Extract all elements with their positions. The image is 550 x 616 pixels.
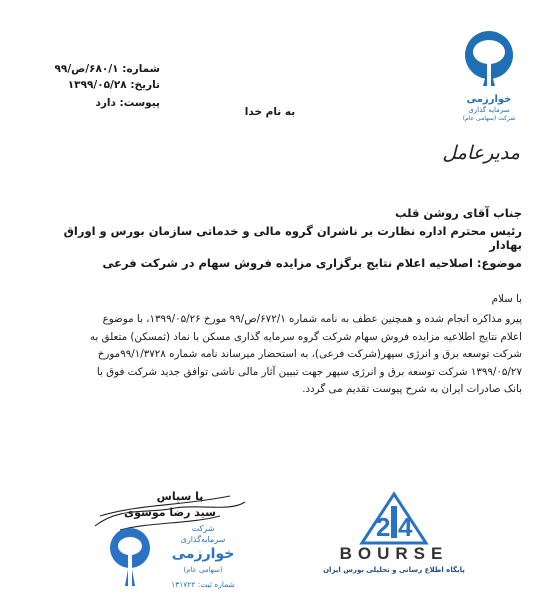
- handwritten-heading: مدیرعامل: [442, 142, 520, 164]
- signature-closing: با سپاس: [156, 490, 204, 503]
- stamp-line4: (سهامی عام): [183, 566, 223, 574]
- svg-text:4: 4: [398, 512, 413, 542]
- bourse-caption: پایگاه اطلاع رسانی و تحلیلی بورس ایران: [323, 566, 465, 574]
- letter-meta: [50, 61, 160, 111]
- bismillah: به نام خدا: [244, 106, 296, 118]
- letter-body: [38, 311, 522, 399]
- company-logo-legal: شرکت (سهامی عام): [462, 115, 516, 122]
- svg-text:2: 2: [376, 512, 391, 542]
- greeting: با سلام: [491, 293, 522, 305]
- stamp-line1: شرکت: [191, 524, 215, 533]
- company-logo-name: خوارزمی: [466, 94, 512, 105]
- bourse-logo-icon: [354, 488, 434, 548]
- signature-name: سید رضا موسوی: [124, 506, 216, 519]
- recipient-title: رئیس محترم اداره نظارت بر ناشران گروه مالی و خدماتی سازمان بورس و اوراق بهادار: [63, 224, 522, 252]
- letter-subject: موضوع: اصلاحیه اعلام نتایج برگزاری مزایده فروش سهام در شرکت فرعی: [102, 256, 522, 270]
- signature-block: [80, 486, 260, 596]
- stamp-line3: خوارزمی: [171, 546, 235, 562]
- letter-number: شماره: ۶۸۰/۱/ص/۹۹: [54, 63, 160, 75]
- company-stamp: [100, 516, 250, 596]
- body-line: پیرو مذاکره انجام شده و همچنین عطف به نامه شماره ۶۷۲/۱/ص/۹۹ مورخ ۱۳۹۹/۰۵/۲۶، با موضوع: [102, 313, 522, 325]
- company-logo-subtitle: سرمایه گذاری: [468, 106, 510, 114]
- recipient-name: جناب آقای روشن قلب: [394, 206, 522, 220]
- letter-date: تاریخ: ۱۳۹۹/۰۵/۲۸: [67, 79, 160, 91]
- body-line: ۱۳۹۹/۰۵/۲۷ شرکت توسعه برق و انرژی سپهر جهت تبیین آثار مالی ناشی توافق جدید شرکت فوق با: [96, 365, 522, 378]
- stamp-registration: شماره ثبت: ۱۳۱۷۲۲: [171, 580, 235, 589]
- body-line: بانک صادرات ایران به شرح پیوست تقدیم می گردد.: [302, 383, 522, 395]
- company-logo: [445, 28, 533, 122]
- body-line: شرکت توسعه برق و انرژی سپهر(شرکت فرعی)، به استحضار میرساند نامه شماره ۹۹/۱/۳۷۲۸مورخ: [97, 348, 522, 360]
- bourse-brand: BOURSE: [339, 544, 449, 563]
- bourse-stamp: [318, 488, 470, 580]
- stamp-logo-icon: [100, 524, 160, 594]
- stamp-line2: سرمایه‌گذاری: [180, 535, 226, 544]
- letter-attachment: پیوست: دارد: [95, 97, 160, 109]
- khwarazmi-logo-icon: [445, 28, 533, 90]
- body-line: اعلام نتایج اطلاعیه مزایده فروش سهام شرکت گروه سرمایه گذاری مسکن با نماد (ثمسکن) متعلق به: [89, 330, 522, 343]
